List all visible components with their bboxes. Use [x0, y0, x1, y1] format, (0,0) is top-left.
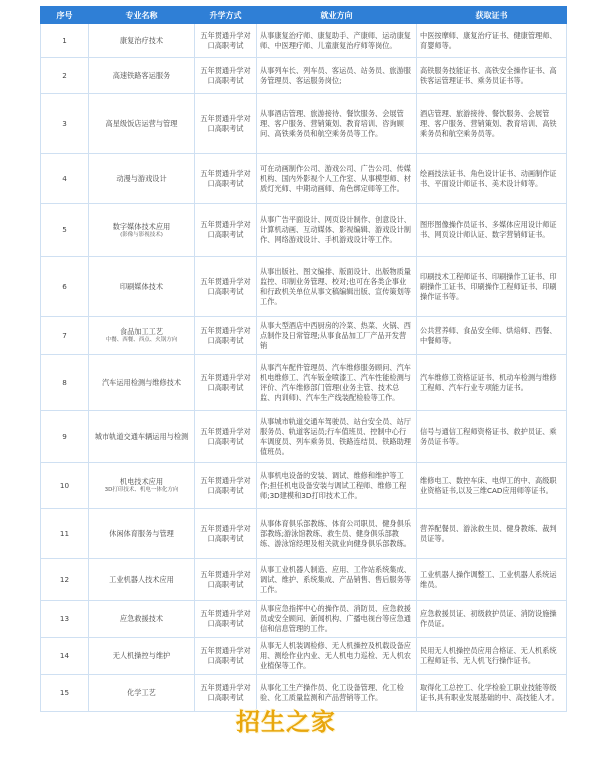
- cell-method: 五年贯通升学对口高职考试: [195, 601, 257, 638]
- table-row: [41, 58, 567, 94]
- table-row: [41, 204, 567, 257]
- cell-cert: 图形图像操作员证书、多媒体应用设计师证书、网页设计师认证、数字营销师证书。: [417, 204, 567, 257]
- cell-no: 6: [41, 257, 89, 317]
- cell-cert: 民用无人机操控员应用合格证、无人机系统工程师证书、无人机飞行操作证书。: [417, 638, 567, 675]
- cell-no: 8: [41, 355, 89, 411]
- cell-career: 从事机电设备的安装、调试、维修和维护等工作;担任机电设备安装与调试工程师、维修工程师;3D建模和3D打印技术工作。: [257, 463, 417, 509]
- table-container: [40, 6, 566, 712]
- major-name: 高星级饭店运营与管理: [105, 118, 178, 128]
- cell-major: [89, 204, 195, 257]
- cell-career: 从事工业机器人制造、应用、工作站系统集成、调试、维护、系统集成、产品销售、售后服务等工作。: [257, 559, 417, 601]
- cell-method: 五年贯通升学对口高职考试: [195, 24, 257, 58]
- cell-cert: 信号与通信工程师资格证书、救护员证、乘务员证书等。: [417, 411, 567, 463]
- cell-method: 五年贯通升学对口高职考试: [195, 559, 257, 601]
- table-row: [41, 24, 567, 58]
- cell-cert: 中医按摩师、康复治疗证书、健康管理师、育婴师等。: [417, 24, 567, 58]
- cell-no: 13: [41, 601, 89, 638]
- cell-cert: 高铁服务技能证书、高铁安全操作证书、高铁客运管理证书、乘务员证书等。: [417, 58, 567, 94]
- cell-major: [89, 509, 195, 559]
- cell-method: 五年贯通升学对口高职考试: [195, 58, 257, 94]
- cell-method: 五年贯通升学对口高职考试: [195, 509, 257, 559]
- cell-career: 从事康复治疗师、康复助手、产康师、运动康复师、中医理疗师、儿童康复治疗师等岗位。: [257, 24, 417, 58]
- cell-cert: 取得化工总控工、化学检验工职业技能等级证书,具有职业发展基础的中、高技能人才。: [417, 675, 567, 712]
- cell-major: [89, 463, 195, 509]
- table-row: [41, 638, 567, 675]
- major-subtitle: 3D打印技术、机电一体化方向: [104, 487, 179, 493]
- cell-method: 五年贯通升学对口高职考试: [195, 154, 257, 204]
- cell-no: 15: [41, 675, 89, 712]
- cell-career: 从事化工生产操作员、化工设备管理、化工检验、化工质量监测和产品营销等工作。: [257, 675, 417, 712]
- cell-cert: 印刷技术工程师证书、印刷操作工证书、印刷操作工证书、印刷操作工程师证书、印刷操作证书等。: [417, 257, 567, 317]
- cell-no: 4: [41, 154, 89, 204]
- cell-method: 五年贯通升学对口高职考试: [195, 355, 257, 411]
- cell-cert: 维修电工、数控车床、电焊工的中、高级职业资格证书,以及三维CAD应用师等证书。: [417, 463, 567, 509]
- cell-major: [89, 355, 195, 411]
- major-name: 康复治疗技术: [119, 35, 164, 45]
- cell-major: [89, 58, 195, 94]
- major-name: 机电技术应用: [119, 477, 164, 486]
- cell-major: [89, 94, 195, 154]
- table-row: [41, 601, 567, 638]
- header-cert: 获取证书: [417, 7, 567, 24]
- cell-no: 3: [41, 94, 89, 154]
- cell-cert: 公共营养师、食品安全师、烘焙师、西餐、中餐师等。: [417, 317, 567, 355]
- major-name: 高速铁路客运服务: [112, 70, 171, 80]
- major-name: 印刷媒体技术: [119, 281, 164, 291]
- table-row: [41, 257, 567, 317]
- major-name: 动漫与游戏设计: [116, 173, 167, 183]
- cell-career: 从事出版社、图文编排、版面设计、出版物质量监控、印制业务管理、校对;也可在各类企事业和行政机关单位从事文稿编辑出版、宣传策划等工作。: [257, 257, 417, 317]
- cell-method: 五年贯通升学对口高职考试: [195, 317, 257, 355]
- table-row: [41, 94, 567, 154]
- watermark-logo: 招生之家: [236, 707, 336, 736]
- cell-cert: 汽车维修工资格证证书、机动车检测与维修工程师、汽车行业专项能力证书。: [417, 355, 567, 411]
- major-name: 城市轨道交通车辆运用与检测: [94, 431, 189, 441]
- header-method: 升学方式: [195, 7, 257, 24]
- cell-career: 从事无人机装调检修、无人机操控及机载设备应用、测绘作业内业、无人机电力巡检、无人机农业植保等工作。: [257, 638, 417, 675]
- cell-no: 7: [41, 317, 89, 355]
- major-name: 化学工艺: [127, 688, 156, 697]
- table-row: [41, 154, 567, 204]
- cell-method: 五年贯通升学对口高职考试: [195, 675, 257, 712]
- cell-method: 五年贯通升学对口高职考试: [195, 463, 257, 509]
- cell-method: 五年贯通升学对口高职考试: [195, 204, 257, 257]
- major-name: 食品加工工艺: [119, 327, 164, 336]
- major-name: 休闲体育服务与管理: [109, 528, 174, 538]
- header-no: 序号: [41, 7, 89, 24]
- table-row: [41, 509, 567, 559]
- header-major: 专业名称: [89, 7, 195, 24]
- cell-no: 2: [41, 58, 89, 94]
- cell-career: 从事汽车配件管理员、汽车维修服务顾问、汽车机电维修工、汽车钣金喷漆工、汽车性能检测与评价、汽车维修部门管理(业务主管、技术总监、内训师)、汽车生产线装配检验等工作。: [257, 355, 417, 411]
- major-name: 汽车运用检测与维修技术: [101, 377, 182, 387]
- cell-career: 从事应急指挥中心的操作员、消防员、应急救援员或安全顾问、新闻机构、广播电视台等应急通信和信息管理的工作。: [257, 601, 417, 638]
- majors-table: [40, 6, 567, 712]
- cell-major: [89, 675, 195, 712]
- cell-major: [89, 257, 195, 317]
- cell-cert: 工业机器人操作调整工、工业机器人系统运维员。: [417, 559, 567, 601]
- cell-career: 从事体育俱乐部教练、体育公司职员、健身俱乐部教练;游泳馆教练、救生员、健身俱乐部教练、游泳馆经理及相关就业向健身俱乐部教练。: [257, 509, 417, 559]
- cell-no: 11: [41, 509, 89, 559]
- cell-major: [89, 559, 195, 601]
- cell-career: 从事广告平面设计、网页设计制作、创意设计、计算机动画、互动媒体、影视编辑、游戏设计制作、网络游戏设计、手机游戏设计等工作。: [257, 204, 417, 257]
- cell-no: 12: [41, 559, 89, 601]
- cell-no: 10: [41, 463, 89, 509]
- cell-method: 五年贯通升学对口高职考试: [195, 638, 257, 675]
- table-header-row: [41, 7, 567, 24]
- cell-method: 五年贯通升学对口高职考试: [195, 257, 257, 317]
- table-row: [41, 317, 567, 355]
- major-name: 无人机操控与维护: [112, 651, 171, 660]
- cell-major: [89, 317, 195, 355]
- table-row: [41, 411, 567, 463]
- cell-method: 五年贯通升学对口高职考试: [195, 411, 257, 463]
- cell-method: 五年贯通升学对口高职考试: [195, 94, 257, 154]
- cell-no: 9: [41, 411, 89, 463]
- cell-major: [89, 154, 195, 204]
- cell-cert: 酒店管理、旅游接待、餐饮服务、会展管理、客户服务、营销策划、教育培训、高铁乘务员和航空乘务员等。: [417, 94, 567, 154]
- cell-no: 5: [41, 204, 89, 257]
- major-name: 工业机器人技术应用: [109, 574, 174, 584]
- major-name: 应急救援技术: [119, 614, 164, 623]
- major-subtitle: 中餐、西餐、西点、火锅方向: [105, 337, 178, 343]
- cell-career: 从事列车长、列车员、客运员、站务员、旅游服务管理员、客运服务岗位;: [257, 58, 417, 94]
- table-row: [41, 559, 567, 601]
- cell-no: 1: [41, 24, 89, 58]
- cell-cert: 绘画技法证书、角色设计证书、动画制作证书、平面设计师证书、美术设计师等。: [417, 154, 567, 204]
- cell-major: [89, 601, 195, 638]
- cell-no: 14: [41, 638, 89, 675]
- cell-career: 从事城市轨道交通车驾驶员、站台安全员、站厅服务员、轨道客运员;行车值班员、控制中心行车调度员、列车乘务员、铁路连结员、铁路助理值班员。: [257, 411, 417, 463]
- cell-major: [89, 411, 195, 463]
- major-subtitle: (影像与影视技术): [120, 231, 163, 238]
- header-career: 就业方向: [257, 7, 417, 24]
- table-row: [41, 355, 567, 411]
- cell-major: [89, 638, 195, 675]
- cell-career: 从事酒店管理、旅游接待、餐饮服务、会展管理、客户服务、营销策划、教育培训、咨询顾问、高铁乘务员和航空乘务员等工作。: [257, 94, 417, 154]
- cell-cert: 营养配餐员、游泳救生员、健身教练、裁判员证等。: [417, 509, 567, 559]
- major-name: 数字媒体技术应用: [112, 221, 171, 231]
- cell-career: 从事大型酒店中西厨房的冷菜、热菜、火锅、西点制作及日常管理;从事食品加工厂产品开发营销: [257, 317, 417, 355]
- cell-cert: 应急救援员证、初级救护员证、消防设施操作员证。: [417, 601, 567, 638]
- cell-career: 可在动画制作公司、游戏公司、广告公司、传媒机构、国内外影视个人工作室、从事模型师、材质灯光师、中期动画师、角色绑定师等工作。: [257, 154, 417, 204]
- cell-major: [89, 24, 195, 58]
- table-body: [41, 24, 567, 712]
- table-row: [41, 463, 567, 509]
